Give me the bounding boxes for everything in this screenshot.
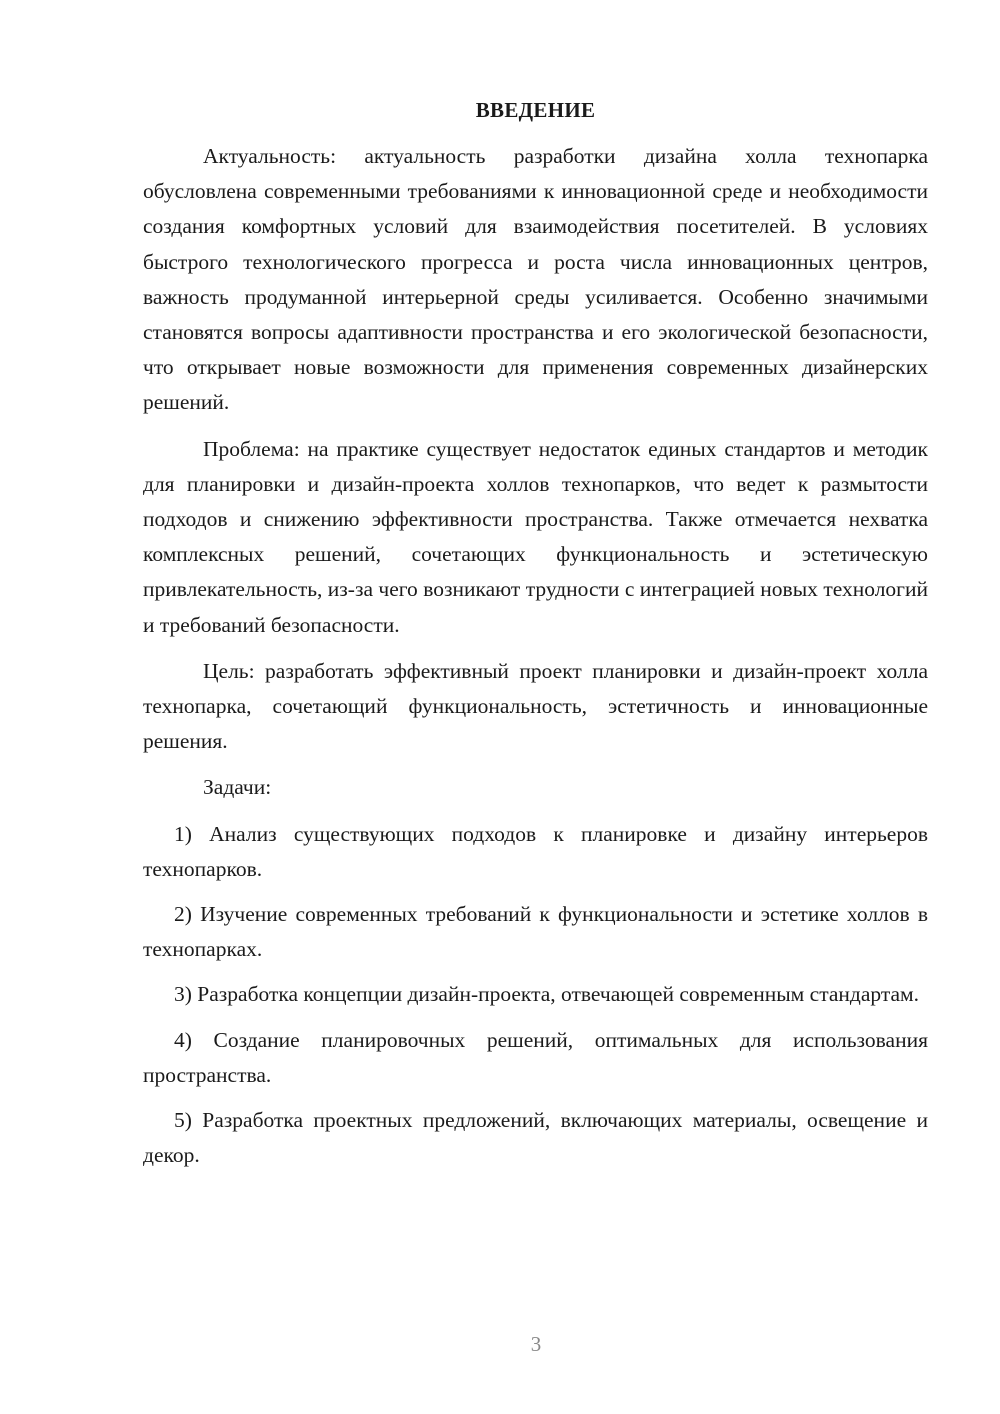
task-item: 3) Разработка концепции дизайн-проекта, отвечающей современным стандартам. [174, 982, 920, 1007]
document-page [143, 95, 928, 1183]
task-list [143, 817, 928, 1174]
task-item: 5) Разработка проектных предложений, включающих материалы, освещение и декор. [143, 1108, 928, 1168]
task-item: 1) Анализ существующих подходов к планировке и дизайну интерьеров технопарков. [143, 821, 928, 881]
paragraph-problem: Проблема: на практике существует недостаток единых стандартов и методик для планировки и дизайн-проекта холлов технопарков, что ведет к размытости подходов и снижению эффективности пространства. Также отмечается нехватка комплексных решений, сочетающих функциональность и эстетическую привлекательность, из-за чего возникают трудности с интеграцией новых технологий и требований безопасности. [143, 436, 928, 637]
task-item: 2) Изучение современных требований к функциональности и эстетике холлов в технопарках. [143, 902, 928, 962]
paragraph-relevance: Актуальность: актуальность разработки дизайна холла технопарка обусловлена современными требованиями к инновационной среде и необходимости создания комфортных условий для взаимодействия посетителей. В условиях быстрого технологического прогресса и роста числа инновационных центров, важность продуманной интерьерной среды усиливается. Особенно значимыми становятся вопросы адаптивности пространства и его экологической безопасности, что открывает новые возможности для применения современных дизайнерских решений. [143, 144, 928, 415]
task-item: 4) Создание планировочных решений, оптимальных для использования пространства. [143, 1027, 928, 1087]
paragraph-goal: Цель: разработать эффективный проект планировки и дизайн-проект холла технопарка, сочетающий функциональность, эстетичность и инновационные решения. [143, 658, 928, 754]
tasks-heading: Задачи: [203, 775, 272, 800]
page-number: 3 [530, 1332, 542, 1356]
page-title: ВВЕДЕНИЕ [475, 98, 596, 122]
